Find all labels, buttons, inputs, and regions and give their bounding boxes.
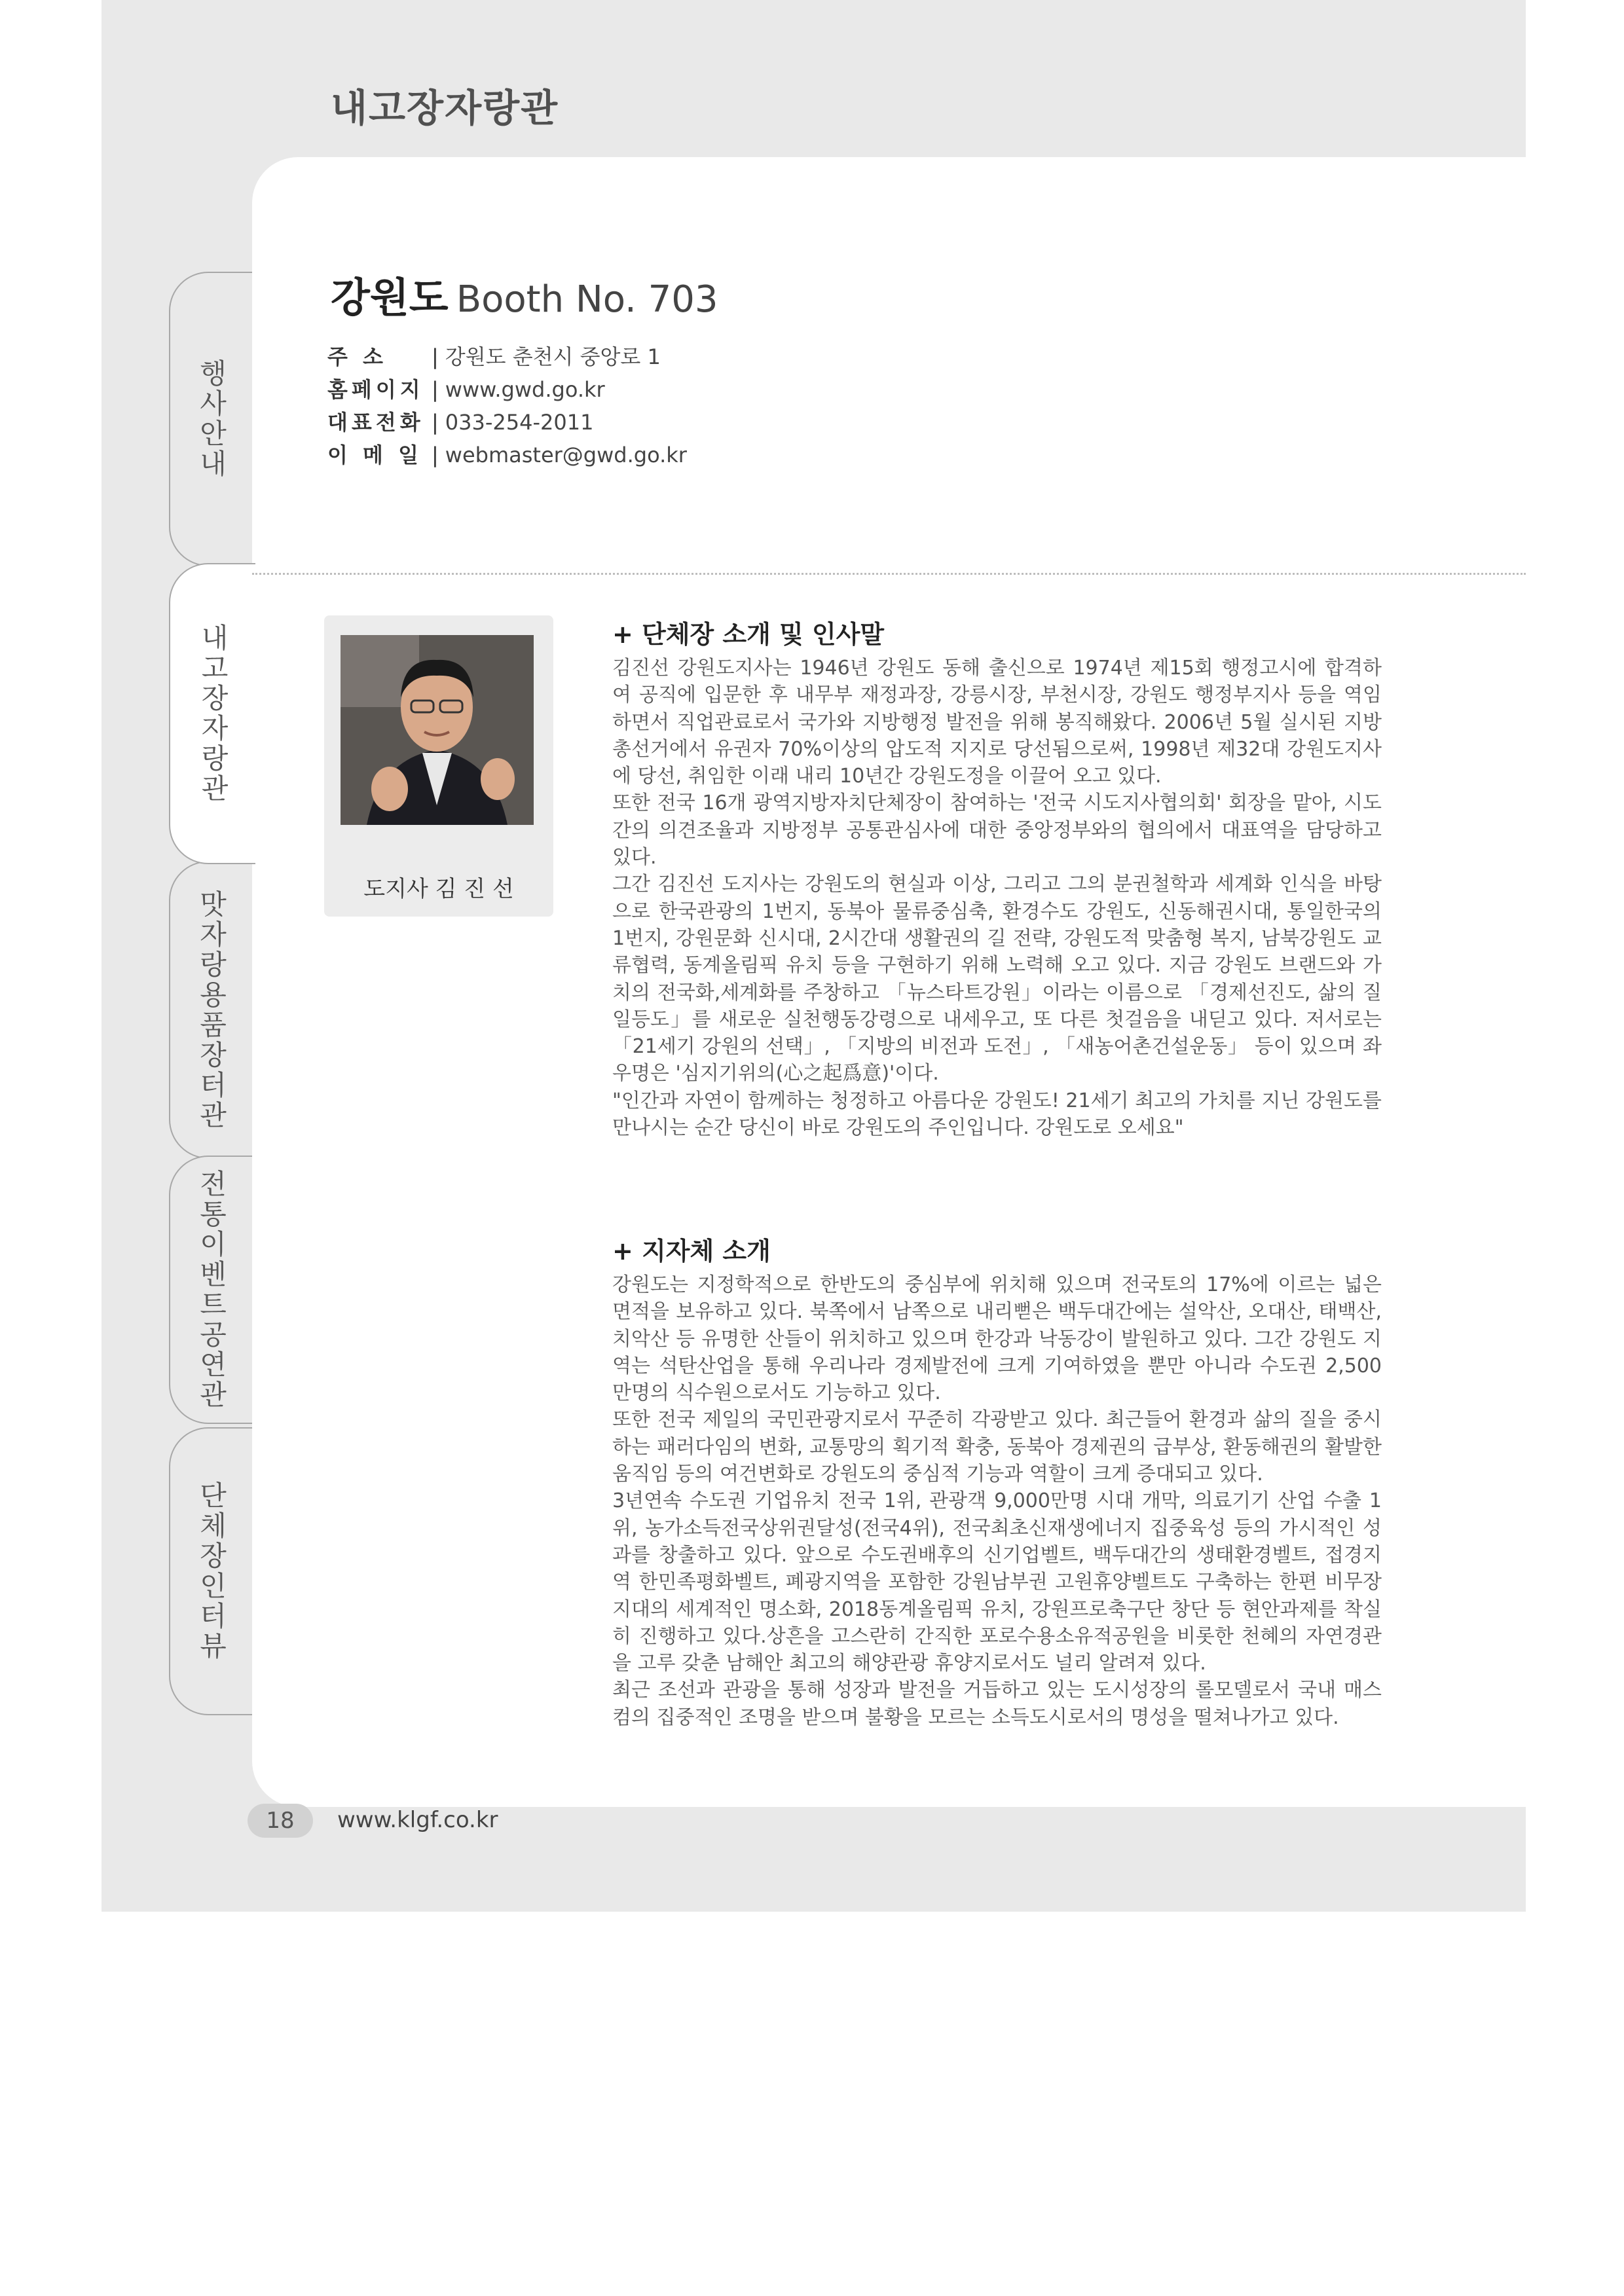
info-separator: | xyxy=(432,410,439,435)
region-paragraph: 최근 조선과 관광을 통해 성장과 발전을 거듭하고 있는 도시성장의 롤모델로서 국내 매스컴의 집중적인 조명을 받으며 불황을 모르는 소득도시로서의 명성을 떨쳐나가고 있다. xyxy=(612,1679,1382,1729)
tab-leader-interview[interactable] xyxy=(169,1427,252,1715)
photo-caption: 도지사 김 진 선 xyxy=(363,876,514,902)
region-text xyxy=(612,1271,1382,1731)
info-row-address xyxy=(327,340,687,373)
portrait-illustration xyxy=(341,635,534,825)
section-title: 내고장자랑관 xyxy=(331,86,559,130)
region-heading: + 지자체 소개 xyxy=(612,1237,771,1266)
portrait-box xyxy=(324,615,553,917)
intro-text xyxy=(612,655,1382,1141)
tab-traditional-events[interactable] xyxy=(169,1156,252,1424)
info-row-phone xyxy=(327,406,687,439)
page-number: 18 xyxy=(248,1804,313,1838)
intro-paragraph: 그간 김진선 도지사는 강원도의 현실과 이상, 그리고 그의 분권철학과 세계화 인식을 바탕으로 한국관광의 1번지, 동북아 물류중심축, 환경수도 강원도, 신동해권시대, 통일한국의 1번지, 강원문화 신시대, 2시간대 생활권의 길 전략, 강원도적 맞춤형 복지, 남북강원도 교류협력, 동계올림픽 유치 등을 구현하기 위해 노력해 오고 있다. 지금 강원도 브랜드와 가치의 전국화,세계화를 주창하고 「뉴스타트강원」이라는 이름으로 「경제선진도, 삶의 질 일등도」를 새로운 실천행동강령으로 내세우고, 또 다른 첫걸음을 내딛고 있다. 저서로는 「21세기 강원의 선택」, 「지방의 비전과 도전」, 「새농어촌건설운동」 등이 있으며 좌우명은 '심지기위의(心之起爲意)'이다. xyxy=(612,873,1382,1085)
tab-event-info[interactable] xyxy=(169,272,252,566)
tab-label: 전통이벤트공연관 xyxy=(195,1169,228,1410)
phone-value: 033-254-2011 xyxy=(445,410,594,435)
info-separator: | xyxy=(432,344,439,369)
booth-number: Booth No. 703 xyxy=(456,278,718,321)
tab-county-pride[interactable] xyxy=(169,861,252,1159)
email-link[interactable]: webmaster@gwd.go.kr xyxy=(445,443,687,467)
tab-label: 단체장인터뷰 xyxy=(195,1481,228,1662)
region-paragraph: 강원도는 지정학적으로 한반도의 중심부에 위치해 있으며 전국토의 17%에 이르는 넓은 면적을 보유하고 있다. 북쪽에서 남쪽으로 내리뻗은 백두대간에는 설악산, 오대산, 태백산, 치악산 등 유명한 산들이 위치하고 있으며 한강과 낙동강이 발원하고 있다. 그간 강원도 지역는 석탄산업을 통해 우리나라 경제발전에 크게 기여하였을 뿐만 아니라 수도권 2,500 만명의 식수원으로서도 기능하고 있다. xyxy=(612,1273,1382,1405)
region-paragraph: 또한 전국 제일의 국민관광지로서 꾸준히 각광받고 있다. 최근들어 환경과 삶의 질을 중시하는 패러다임의 변화, 교통망의 획기적 확충, 동북아 경제권의 급부상, 환동해권의 활발한 움직임 등의 여건변화로 강원도의 중심적 기능과 역할이 크게 증대되고 있다. xyxy=(612,1408,1382,1486)
address-value: 강원도 춘천시 중앙로 1 xyxy=(445,344,661,369)
info-row-homepage xyxy=(327,373,687,406)
info-label: 주 소 xyxy=(327,344,387,369)
intro-paragraph: 김진선 강원도지사는 1946년 강원도 동해 출신으로 1974년 제15회 행정고시에 합격하여 공직에 입문한 후 내무부 재정과장, 강릉시장, 부천시장, 강원도 행정부지사 등을 역임하면서 직업관료로서 국가와 지방행정 발전을 위해 봉직해왔다. 2006년 5월 실시된 지방총선거에서 유권자 70%이상의 압도적 지지로 당선됨으로써, 1998년 제32대 강원도지사에 당선, 취임한 이래 내리 10년간 강원도정을 이끌어 오고 있다. xyxy=(612,657,1382,788)
info-label: 이 메 일 xyxy=(327,443,423,467)
region-paragraph: 3년연속 수도권 기업유치 전국 1위, 관광객 9,000만명 시대 개막, 의료기기 산업 수출 1위, 농가소득전국상위권달성(전국4위), 전국최초신재생에너지 집중육성 등의 가시적인 성과를 창출하고 있다. 앞으로 수도권배후의 신기업벨트, 백두대간의 생태환경벨트, 접경지역 한민족평화벨트, 폐광지역을 포함한 강원남부권 고원휴양벨트도 구축하는 한편 비무장지대의 세계적인 명소화, 2018동계올림픽 유치, 강원프로축구단 창단 등 현안과제를 착실히 진행하고 있다.상흔을 고스란히 간직한 포로수용소유적공원을 비롯한 천혜의 자연경관을 고루 갖춘 남해안 최고의 해양관광 휴양지로서도 널리 알려져 있다. xyxy=(612,1489,1382,1675)
tab-label: 내고장자랑관 xyxy=(197,623,229,804)
homepage-link[interactable]: www.gwd.go.kr xyxy=(445,377,605,402)
info-label: 대표전화 xyxy=(327,410,424,435)
divider xyxy=(252,573,1526,575)
info-row-email xyxy=(327,439,687,471)
tab-label: 행사안내 xyxy=(195,359,228,479)
governor-portrait xyxy=(341,635,534,825)
footer-website-link[interactable]: www.klgf.co.kr xyxy=(337,1807,498,1833)
intro-paragraph: 또한 전국 16개 광역지방자치단체장이 참여하는 '전국 시도지사협의회' 회장을 맡아, 시도간의 의견조율과 지방정부 공통관심사에 대한 중앙정부와의 협의에서 대표역을 담당하고 있다. xyxy=(612,792,1382,869)
tab-label: 맛자랑용품장터관 xyxy=(195,889,228,1131)
info-separator: | xyxy=(432,377,439,402)
intro-paragraph: "인간과 자연이 함께하는 청정하고 아름다운 강원도! 21세기 최고의 가치를 지닌 강원도를 만나시는 순간 당신이 바로 강원도의 주인입니다. 강원도로 오세요" xyxy=(612,1089,1382,1140)
tab-local-pride-active[interactable] xyxy=(169,563,255,864)
info-separator: | xyxy=(432,443,439,467)
intro-heading: + 단체장 소개 및 인사말 xyxy=(612,620,885,649)
contact-info xyxy=(327,340,687,471)
info-label: 홈페이지 xyxy=(327,377,424,402)
org-heading xyxy=(331,265,718,323)
org-name: 강원도 xyxy=(331,274,449,321)
